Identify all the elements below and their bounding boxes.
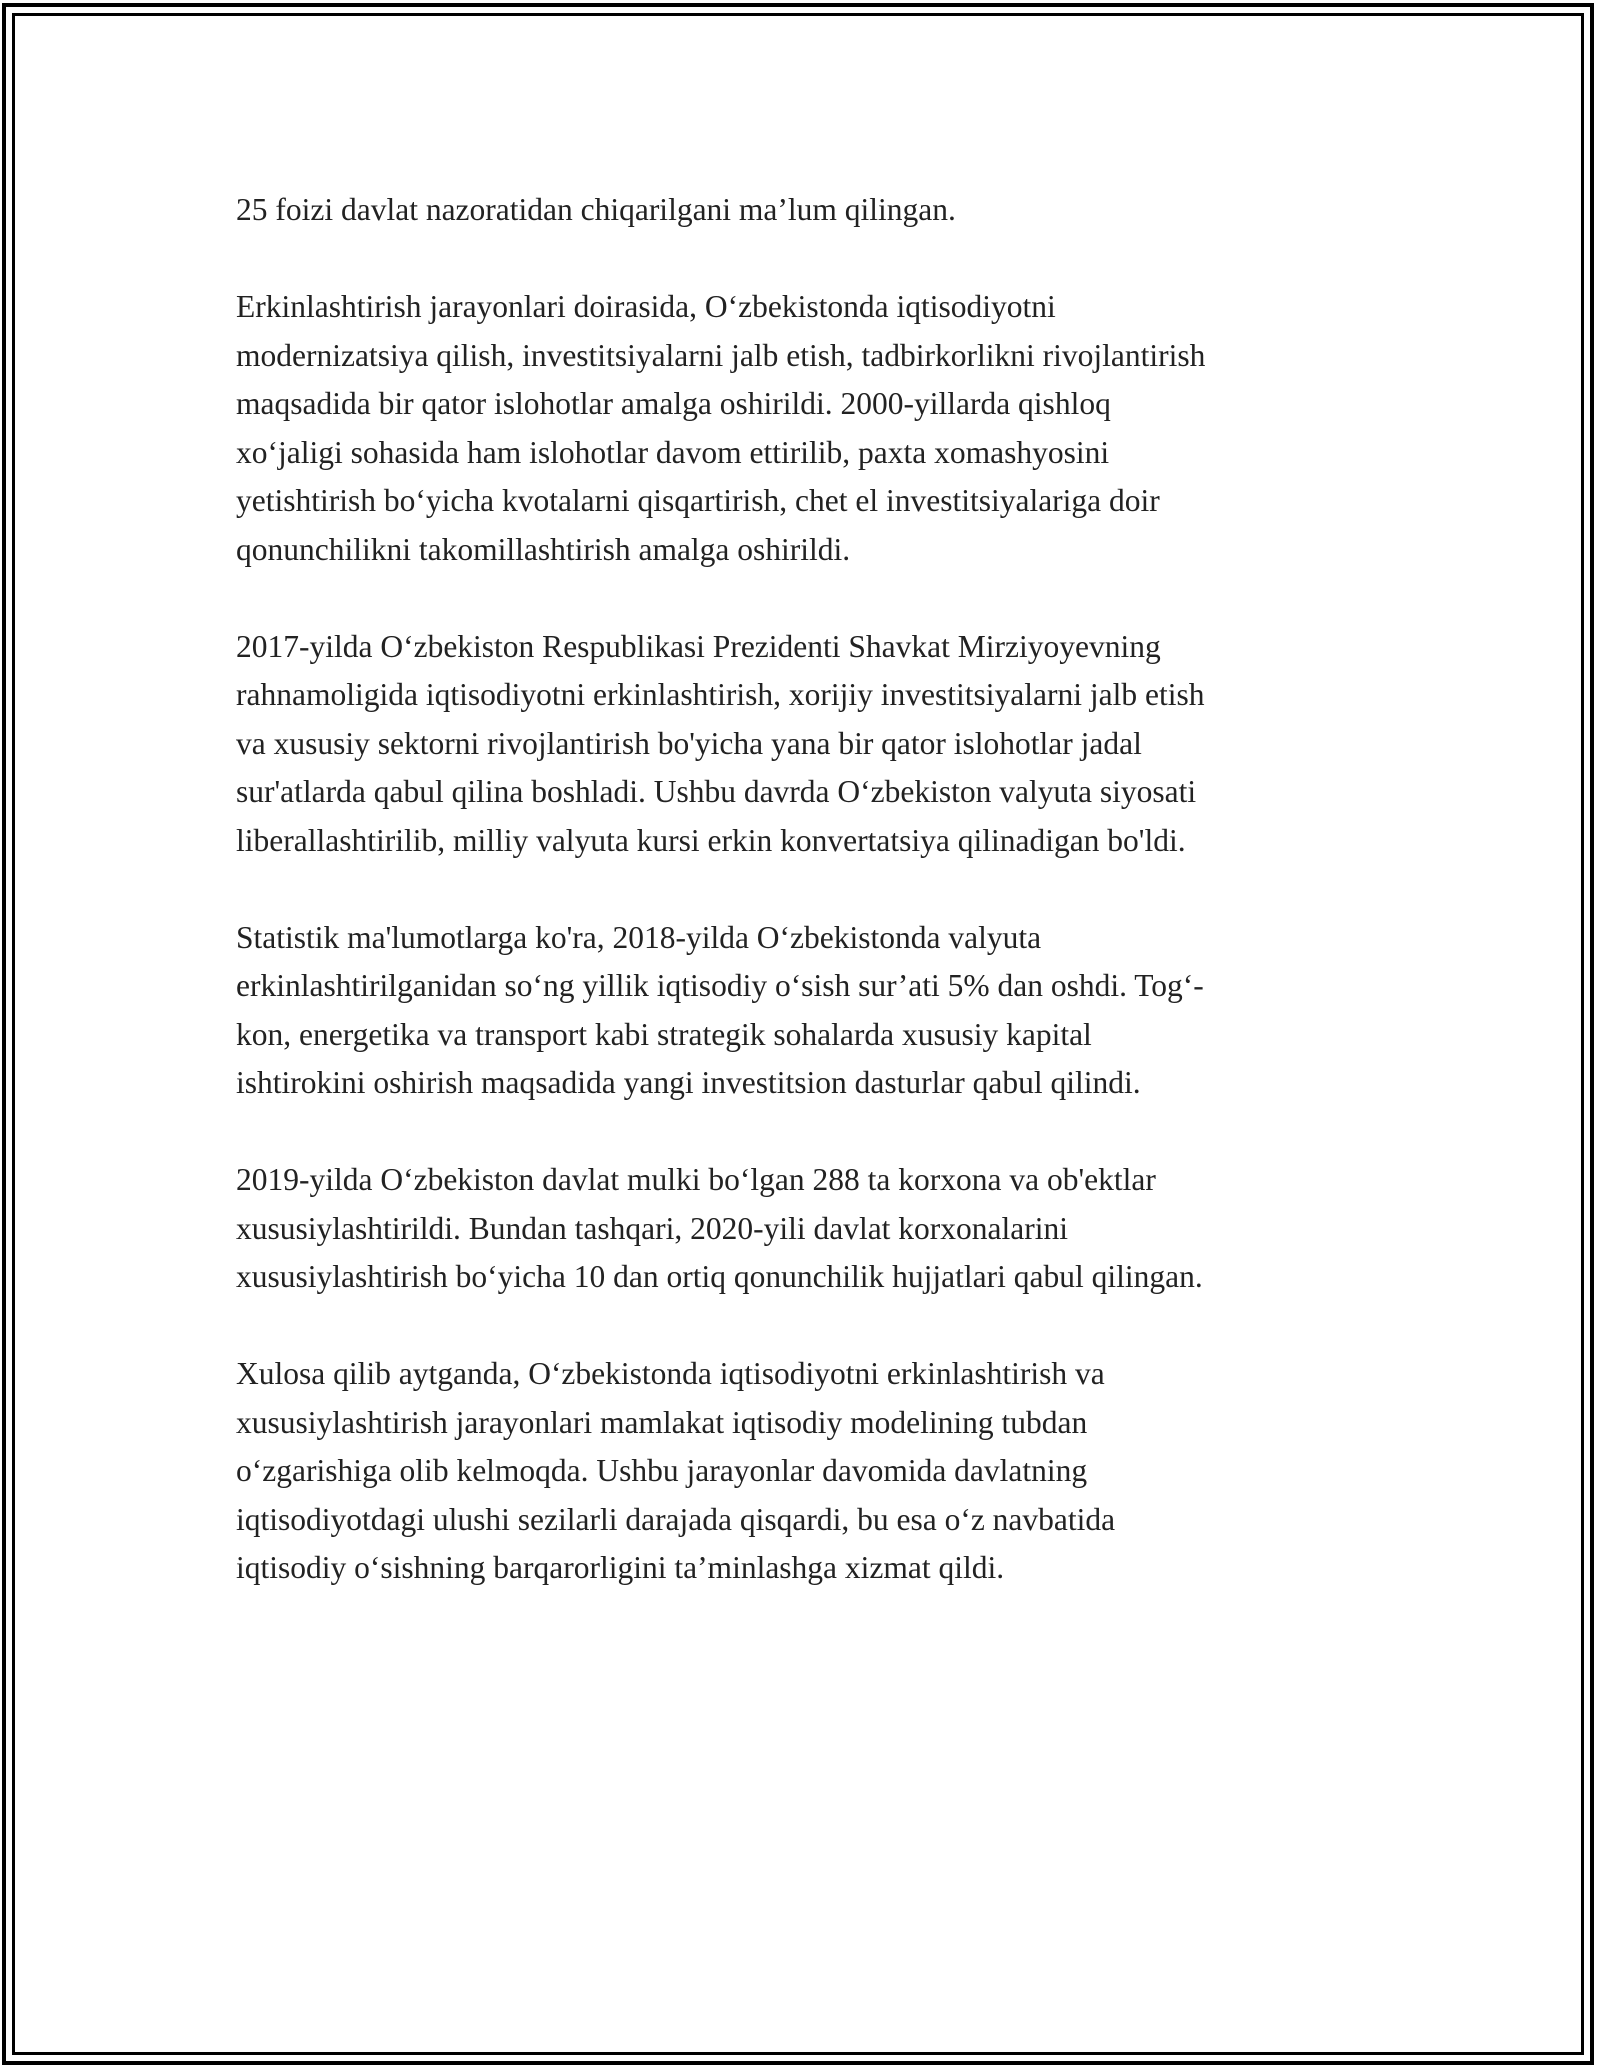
text-line: qonunchilikni takomillashtirish amalga oshirildi. bbox=[236, 531, 851, 567]
text-line: sur'atlarda qabul qilina boshladi. Ushbu davrda O‘zbekiston valyuta siyosati bbox=[236, 774, 1197, 809]
text-line: xususiylashtirish jarayonlari mamlakat iqtisodiy modelining tubdan bbox=[236, 1404, 1088, 1440]
text-line: Statistik ma'lumotlarga ko'ra, 2018-yilda O‘zbekistonda valyuta bbox=[236, 919, 1042, 955]
paragraph-6 bbox=[236, 1350, 1386, 1593]
text-line: erkinlashtirilganidan so‘ng yillik iqtisodiy o‘sish sur’ati 5% dan oshdi. Tog‘- bbox=[236, 968, 1204, 1003]
text-line: o‘zgarishiga olib kelmoqda. Ushbu jarayonlar davomida davlatning bbox=[236, 1453, 1088, 1488]
text-line: maqsadida bir qator islohotlar amalga oshirildi. 2000-yillarda qishloq bbox=[236, 386, 1111, 421]
text-line: va xususiy sektorni rivojlantirish bo'yicha yana bir qator islohotlar jadal bbox=[236, 725, 1142, 761]
text-line: liberallashtirilib, milliy valyuta kursi erkin konvertatsiya qilinadigan bo'ldi. bbox=[236, 822, 1186, 858]
text-line: xo‘jaligi sohasida ham islohotlar davom ettirilib, paxta xomashyosini bbox=[236, 434, 1110, 470]
text-line: xususiylashtirish bo‘yicha 10 dan ortiq qonunchilik hujjatlari qabul qilingan. bbox=[236, 1259, 1203, 1294]
text-line: 25 foizi davlat nazoratidan chiqarilgani ma’lum qilingan. bbox=[236, 192, 956, 227]
text-line: yetishtirish bo‘yicha kvotalarni qisqartirish, chet el investitsiyalariga doir bbox=[236, 483, 1160, 518]
paragraph-1 bbox=[236, 186, 1386, 235]
paragraph-5 bbox=[236, 1156, 1386, 1302]
paragraph-3 bbox=[236, 623, 1386, 866]
text-line: rahnamoligida iqtisodiyotni erkinlashtirish, xorijiy investitsiyalarni jalb etish bbox=[236, 677, 1205, 712]
text-line: 2017-yilda O‘zbekiston Respublikasi Prezidenti Shavkat Mirziyoyevning bbox=[236, 628, 1161, 664]
text-line: 2019-yilda O‘zbekiston davlat mulki bo‘lgan 288 ta korxona va ob'ektlar bbox=[236, 1162, 1156, 1197]
text-line: ishtirokini oshirish maqsadida yangi investitsion dasturlar qabul qilindi. bbox=[236, 1065, 1141, 1100]
text-line: kon, energetika va transport kabi strategik sohalarda xususiy kapital bbox=[236, 1016, 1092, 1052]
text-line: Erkinlashtirish jarayonlari doirasida, O‘zbekistonda iqtisodiyotni bbox=[236, 289, 1056, 324]
text-line: iqtisodiyotdagi ulushi sezilarli darajada qisqardi, bu esa o‘z navbatida bbox=[236, 1501, 1116, 1537]
paragraph-4 bbox=[236, 914, 1386, 1108]
paragraph-2 bbox=[236, 283, 1386, 574]
document-body bbox=[236, 186, 1386, 1641]
text-line: iqtisodiy o‘sishning barqarorligini ta’minlashga xizmat qildi. bbox=[236, 1550, 1005, 1585]
text-line: Xulosa qilib aytganda, O‘zbekistonda iqtisodiyotni erkinlashtirish va bbox=[236, 1356, 1105, 1391]
text-line: modernizatsiya qilish, investitsiyalarni jalb etish, tadbirkorlikni rivojlantirish bbox=[236, 337, 1206, 373]
text-line: xususiylashtirildi. Bundan tashqari, 2020-yili davlat korxonalarini bbox=[236, 1210, 1068, 1246]
